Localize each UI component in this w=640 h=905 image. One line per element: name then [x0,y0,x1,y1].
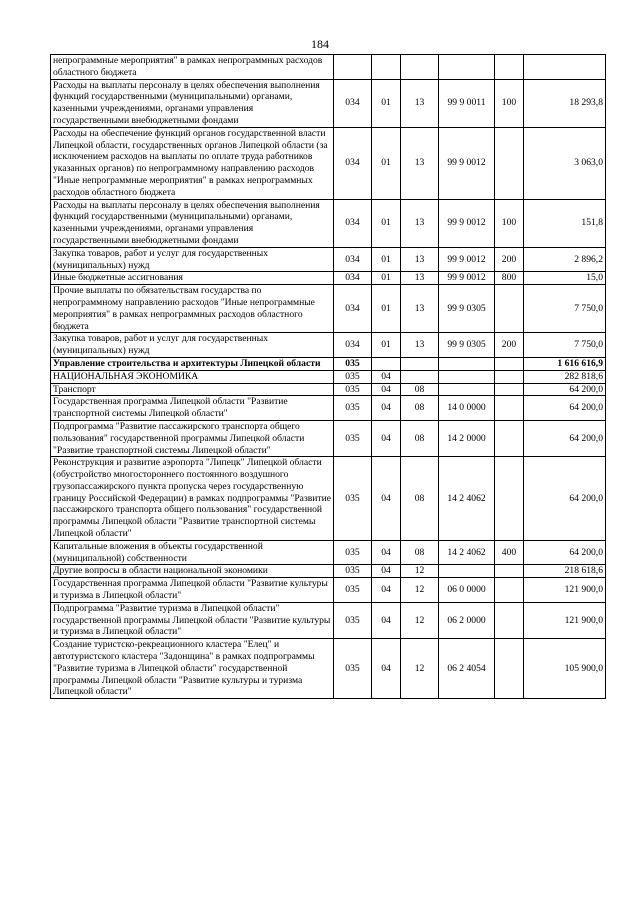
admin-code-cell: 034 [334,199,372,247]
budget-table [50,54,606,699]
page-number: 184 [311,37,329,51]
admin-code-cell: 035 [334,578,372,603]
amount-cell: 64 200,0 [524,540,606,565]
amount-cell: 64 200,0 [524,420,606,456]
amount-cell: 121 900,0 [524,578,606,603]
target-article-cell: 99 9 0012 [439,127,495,199]
subsection-code-cell: 08 [401,420,439,456]
subsection-code-cell: 12 [401,565,439,578]
table-row [51,639,606,699]
amount-cell: 105 900,0 [524,639,606,699]
expense-type-cell: 800 [495,272,524,285]
amount-cell: 64 200,0 [524,457,606,541]
admin-code-cell: 035 [334,420,372,456]
subsection-code-cell: 08 [401,540,439,565]
expense-type-cell [495,357,524,370]
row-name-cell: Транспорт [51,383,334,396]
expense-type-cell [495,127,524,199]
table-row [51,396,606,421]
subsection-code-cell [401,55,439,80]
table-row [51,79,606,127]
amount-cell: 7 750,0 [524,285,606,333]
expense-type-cell: 400 [495,540,524,565]
target-article-cell [439,357,495,370]
subsection-code-cell [401,370,439,383]
target-article-cell [439,383,495,396]
target-article-cell: 14 0 0000 [439,396,495,421]
expense-type-cell [495,396,524,421]
expense-type-cell [495,420,524,456]
expense-type-cell: 200 [495,333,524,358]
admin-code-cell: 034 [334,272,372,285]
subsection-code-cell: 08 [401,396,439,421]
section-code-cell: 04 [372,602,401,638]
amount-cell: 2 896,2 [524,247,606,272]
target-article-cell: 99 9 0305 [439,333,495,358]
admin-code-cell [334,55,372,80]
section-code-cell [372,55,401,80]
subsection-code-cell: 12 [401,639,439,699]
subsection-code-cell: 13 [401,127,439,199]
admin-code-cell: 034 [334,285,372,333]
target-article-cell: 06 2 0000 [439,602,495,638]
expense-type-cell [495,639,524,699]
expense-type-cell [495,285,524,333]
target-article-cell: 99 9 0011 [439,79,495,127]
section-code-cell: 04 [372,565,401,578]
section-code-cell: 01 [372,333,401,358]
table-row [51,602,606,638]
subsection-code-cell: 12 [401,602,439,638]
section-code-cell: 01 [372,127,401,199]
admin-code-cell: 035 [334,602,372,638]
row-name-cell: Прочие выплаты по обязательствам государства по непрограммному направлению расходов "Иные непрограммные мероприятия" в рамках непрограммных расходов областного бюджета [51,285,334,333]
table-row [51,383,606,396]
row-name-cell: Подпрограмма "Развитие туризма в Липецкой области" государственной программы Липецкой области "Развитие культуры и туризма в Липецкой области" [51,602,334,638]
table-row [51,285,606,333]
table-row [51,357,606,370]
subsection-code-cell: 13 [401,272,439,285]
target-article-cell: 06 2 4054 [439,639,495,699]
subsection-code-cell: 13 [401,247,439,272]
table-row [51,272,606,285]
expense-type-cell [495,370,524,383]
subsection-code-cell [401,357,439,370]
row-name-cell: НАЦИОНАЛЬНАЯ ЭКОНОМИКА [51,370,334,383]
expense-type-cell [495,383,524,396]
subsection-code-cell: 08 [401,457,439,541]
target-article-cell: 99 9 0012 [439,247,495,272]
amount-cell: 121 900,0 [524,602,606,638]
section-code-cell [372,357,401,370]
row-name-cell: Иные бюджетные ассигнования [51,272,334,285]
table-row [51,199,606,247]
admin-code-cell: 034 [334,247,372,272]
subsection-code-cell: 13 [401,79,439,127]
amount-cell: 7 750,0 [524,333,606,358]
table-row [51,540,606,565]
section-code-cell: 01 [372,247,401,272]
target-article-cell: 14 2 4062 [439,540,495,565]
subsection-code-cell: 08 [401,383,439,396]
table-row [51,457,606,541]
subsection-code-cell: 13 [401,285,439,333]
row-name-cell: Создание туристско-рекреационного кластера "Елец" и автотуристского кластера "Задонщина" в рамках подпрограммы "Развитие туризма в Липецкой области" государственной программы Липецкой области "Развитие культуры и туризма Липецкой области" [51,639,334,699]
section-code-cell: 01 [372,199,401,247]
section-code-cell: 04 [372,578,401,603]
table-row [51,127,606,199]
admin-code-cell: 035 [334,370,372,383]
expense-type-cell: 100 [495,199,524,247]
admin-code-cell: 034 [334,127,372,199]
row-name-cell: Капитальные вложения в объекты государственной (муниципальной) собственности [51,540,334,565]
row-name-cell: Расходы на обеспечение функций органов государственной власти Липецкой области, государственных органов Липецкой области (за исключением расходов на выплаты по оплате труда работников указанных органов) по непрограммному направлению расходов "Иные непрограммные мероприятия" в рамках непрограммных расходов областного бюджета [51,127,334,199]
admin-code-cell: 034 [334,333,372,358]
section-code-cell: 04 [372,370,401,383]
target-article-cell [439,55,495,80]
amount-cell: 64 200,0 [524,396,606,421]
target-article-cell: 99 9 0305 [439,285,495,333]
expense-type-cell [495,55,524,80]
admin-code-cell: 035 [334,540,372,565]
row-name-cell: Государственная программа Липецкой области "Развитие культуры и туризма в Липецкой области" [51,578,334,603]
row-name-cell: непрограммные мероприятия" в рамках непрограммных расходов областного бюджета [51,55,334,80]
table-row [51,55,606,80]
amount-cell: 151,8 [524,199,606,247]
row-name-cell: Государственная программа Липецкой области "Развитие транспортной системы Липецкой области" [51,396,334,421]
admin-code-cell: 034 [334,79,372,127]
amount-cell: 282 818,6 [524,370,606,383]
row-name-cell: Другие вопросы в области национальной экономики [51,565,334,578]
row-name-cell: Подпрограмма "Развитие пассажирского транспорта общего пользования" государственной программы Липецкой области "Развитие транспортной системы Липецкой области" [51,420,334,456]
expense-type-cell [495,602,524,638]
admin-code-cell: 035 [334,565,372,578]
amount-cell: 218 618,6 [524,565,606,578]
section-code-cell: 04 [372,639,401,699]
amount-cell: 64 200,0 [524,383,606,396]
table-row [51,333,606,358]
target-article-cell [439,565,495,578]
target-article-cell: 06 0 0000 [439,578,495,603]
section-code-cell: 04 [372,396,401,421]
row-name-cell: Расходы на выплаты персоналу в целях обеспечения выполнения функций государственными (муниципальными) органами, казенными учреждениями, органами управления государственными внебюджетными фондами [51,79,334,127]
section-code-cell: 04 [372,540,401,565]
row-name-cell: Закупка товаров, работ и услуг для государственных (муниципальных) нужд [51,333,334,358]
amount-cell: 15,0 [524,272,606,285]
row-name-cell: Управление строительства и архитектуры Липецкой области [51,357,334,370]
expense-type-cell [495,565,524,578]
admin-code-cell: 035 [334,357,372,370]
table-row [51,420,606,456]
expense-type-cell [495,578,524,603]
admin-code-cell: 035 [334,457,372,541]
row-name-cell: Расходы на выплаты персоналу в целях обеспечения выполнения функций государственными (муниципальными) органами, казенными учреждениями, органами управления государственными внебюджетными фондами [51,199,334,247]
expense-type-cell: 100 [495,79,524,127]
section-code-cell: 04 [372,383,401,396]
admin-code-cell: 035 [334,383,372,396]
amount-cell: 18 293,8 [524,79,606,127]
subsection-code-cell: 12 [401,578,439,603]
table-row [51,578,606,603]
row-name-cell: Реконструкция и развитие аэропорта "Липецк" Липецкой области (обустройство многостороннего постоянного воздушного грузопассажирского пункта пропуска через государственную границу Российской Федерации) в рамках подпрограммы "Развитие пассажирского транспорта общего пользования" государственной программы Липецкой области "Развитие транспортной системы Липецкой области" [51,457,334,541]
target-article-cell [439,370,495,383]
section-code-cell: 04 [372,457,401,541]
row-name-cell: Закупка товаров, работ и услуг для государственных (муниципальных) нужд [51,247,334,272]
expense-type-cell: 200 [495,247,524,272]
section-code-cell: 01 [372,285,401,333]
amount-cell: 3 063,0 [524,127,606,199]
target-article-cell: 14 2 4062 [439,457,495,541]
table-row [51,247,606,272]
expense-type-cell [495,457,524,541]
target-article-cell: 99 9 0012 [439,199,495,247]
admin-code-cell: 035 [334,639,372,699]
amount-cell: 1 616 616,9 [524,357,606,370]
subsection-code-cell: 13 [401,199,439,247]
amount-cell [524,55,606,80]
section-code-cell: 04 [372,420,401,456]
section-code-cell: 01 [372,272,401,285]
table-row [51,565,606,578]
target-article-cell: 14 2 0000 [439,420,495,456]
target-article-cell: 99 9 0012 [439,272,495,285]
section-code-cell: 01 [372,79,401,127]
subsection-code-cell: 13 [401,333,439,358]
table-row [51,370,606,383]
admin-code-cell: 035 [334,396,372,421]
